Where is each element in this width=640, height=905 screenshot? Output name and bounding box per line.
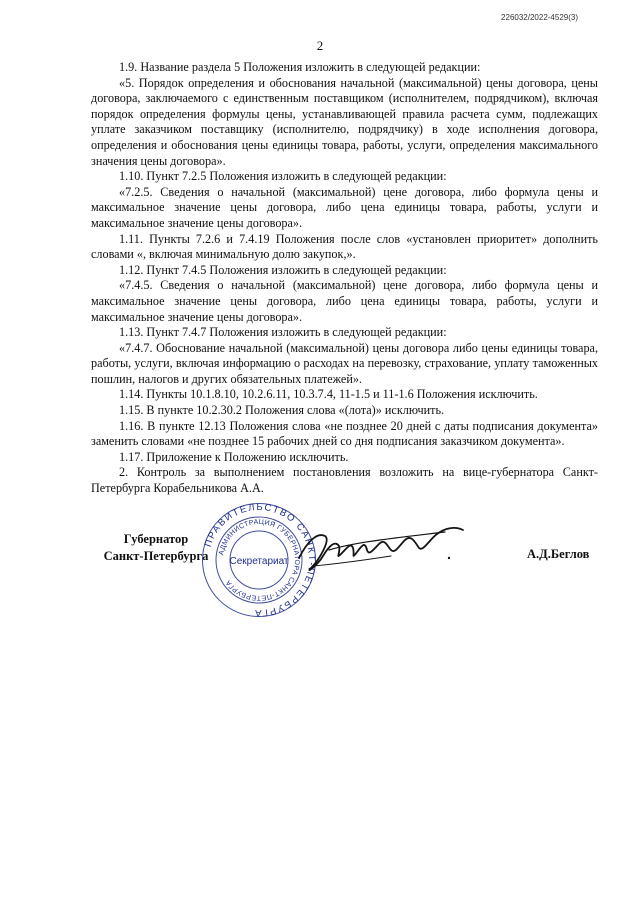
stamp-inner-text: АДМИНИСТРАЦИЯ ГУБЕРНАТОРА САНКТ-ПЕТЕРБУРГА <box>218 518 301 602</box>
document-body <box>91 60 598 497</box>
paragraph-7-4-5-quote: «7.4.5. Сведения о начальной (максимальной) цене договора, либо формула цены и максимальное значение цены договора, либо цена единицы товара, работы, услуги и максимальное значение цены договора». <box>91 278 598 324</box>
signatory-title-line1: Губернатор <box>123 532 189 546</box>
paragraph-section-5-quote: «5. Порядок определения и обоснования начальной (максимальной) цены договора, цены договора, заключаемого с единственным поставщиком (исполнителем, подрядчиком), включая порядок определения формулы цены, устанавливающей правила расчета сумм, подлежащих уплате заказчиком поставщику (исполнителю, подрядчику) в ходе исполнения договора, определения и обоснования цены единицы товара, работы, услуги, определения максимального значения цены договора». <box>91 75 598 168</box>
paragraph-7-4-7-quote: «7.4.7. Обоснование начальной (максимальной) цены договора либо цены единицы товара, работы, услуги, включая информацию о расходах на перевозку, страхование, уплату таможенных пошлин, налогов и других обязательных платежей». <box>91 340 598 386</box>
signatory-name: А.Д.Беглов <box>527 547 590 561</box>
paragraph-7-2-5-quote: «7.2.5. Сведения о начальной (максимальной) цене договора, либо формула цены и максимальное значение цены договора, либо цена единицы товара, работы, услуги и максимальное значение цены договора». <box>91 184 598 230</box>
paragraph-1-12: 1.12. Пункт 7.4.5 Положения изложить в следующей редакции: <box>119 262 447 277</box>
paragraph-1-17: 1.17. Приложение к Положению исключить. <box>119 449 349 464</box>
paragraph-1-14: 1.14. Пункты 10.1.8.10, 10.2.6.11, 10.3.7.4, 11-1.5 и 11-1.6 Положения исключить. <box>119 387 538 402</box>
signatory-title-line2: Санкт-Петербурга <box>103 549 209 563</box>
stamp-center-text: Секретариат <box>229 556 289 567</box>
page-number: 2 <box>316 38 324 53</box>
paragraph-1-16: 1.16. В пункте 12.13 Положения слова «не позднее 20 дней с даты подписания документа» заменить словами «не позднее 15 рабочих дней со дня подписания заказчиком документа». <box>91 418 598 449</box>
stamp-outer-text: ПРАВИТЕЛЬСТВО САНКТ-ПЕТЕРБУРГА <box>202 502 317 618</box>
paragraph-1-13: 1.13. Пункт 7.4.7 Положения изложить в следующей редакции: <box>119 325 447 340</box>
paragraph-1-9: 1.9. Название раздела 5 Положения изложить в следующей редакции: <box>119 60 481 74</box>
paragraph-1-11: 1.11. Пункты 7.2.6 и 7.4.19 Положения после слов «установлен приоритет» дополнить словами «, включая минимальную долю закупок,». <box>91 231 598 262</box>
paragraph-1-15: 1.15. В пункте 10.2.30.2 Положения слова «(лота)» исключить. <box>119 403 445 418</box>
handwritten-signature <box>295 520 470 575</box>
paragraph-2-control: 2. Контроль за выполнением постановления возложить на вице-губернатора Санкт-Петербурга Корабельникова А.А. <box>91 465 598 496</box>
document-number: 226032/2022-4529(3) <box>501 13 578 22</box>
paragraph-1-10: 1.10. Пункт 7.2.5 Положения изложить в следующей редакции: <box>119 169 447 184</box>
